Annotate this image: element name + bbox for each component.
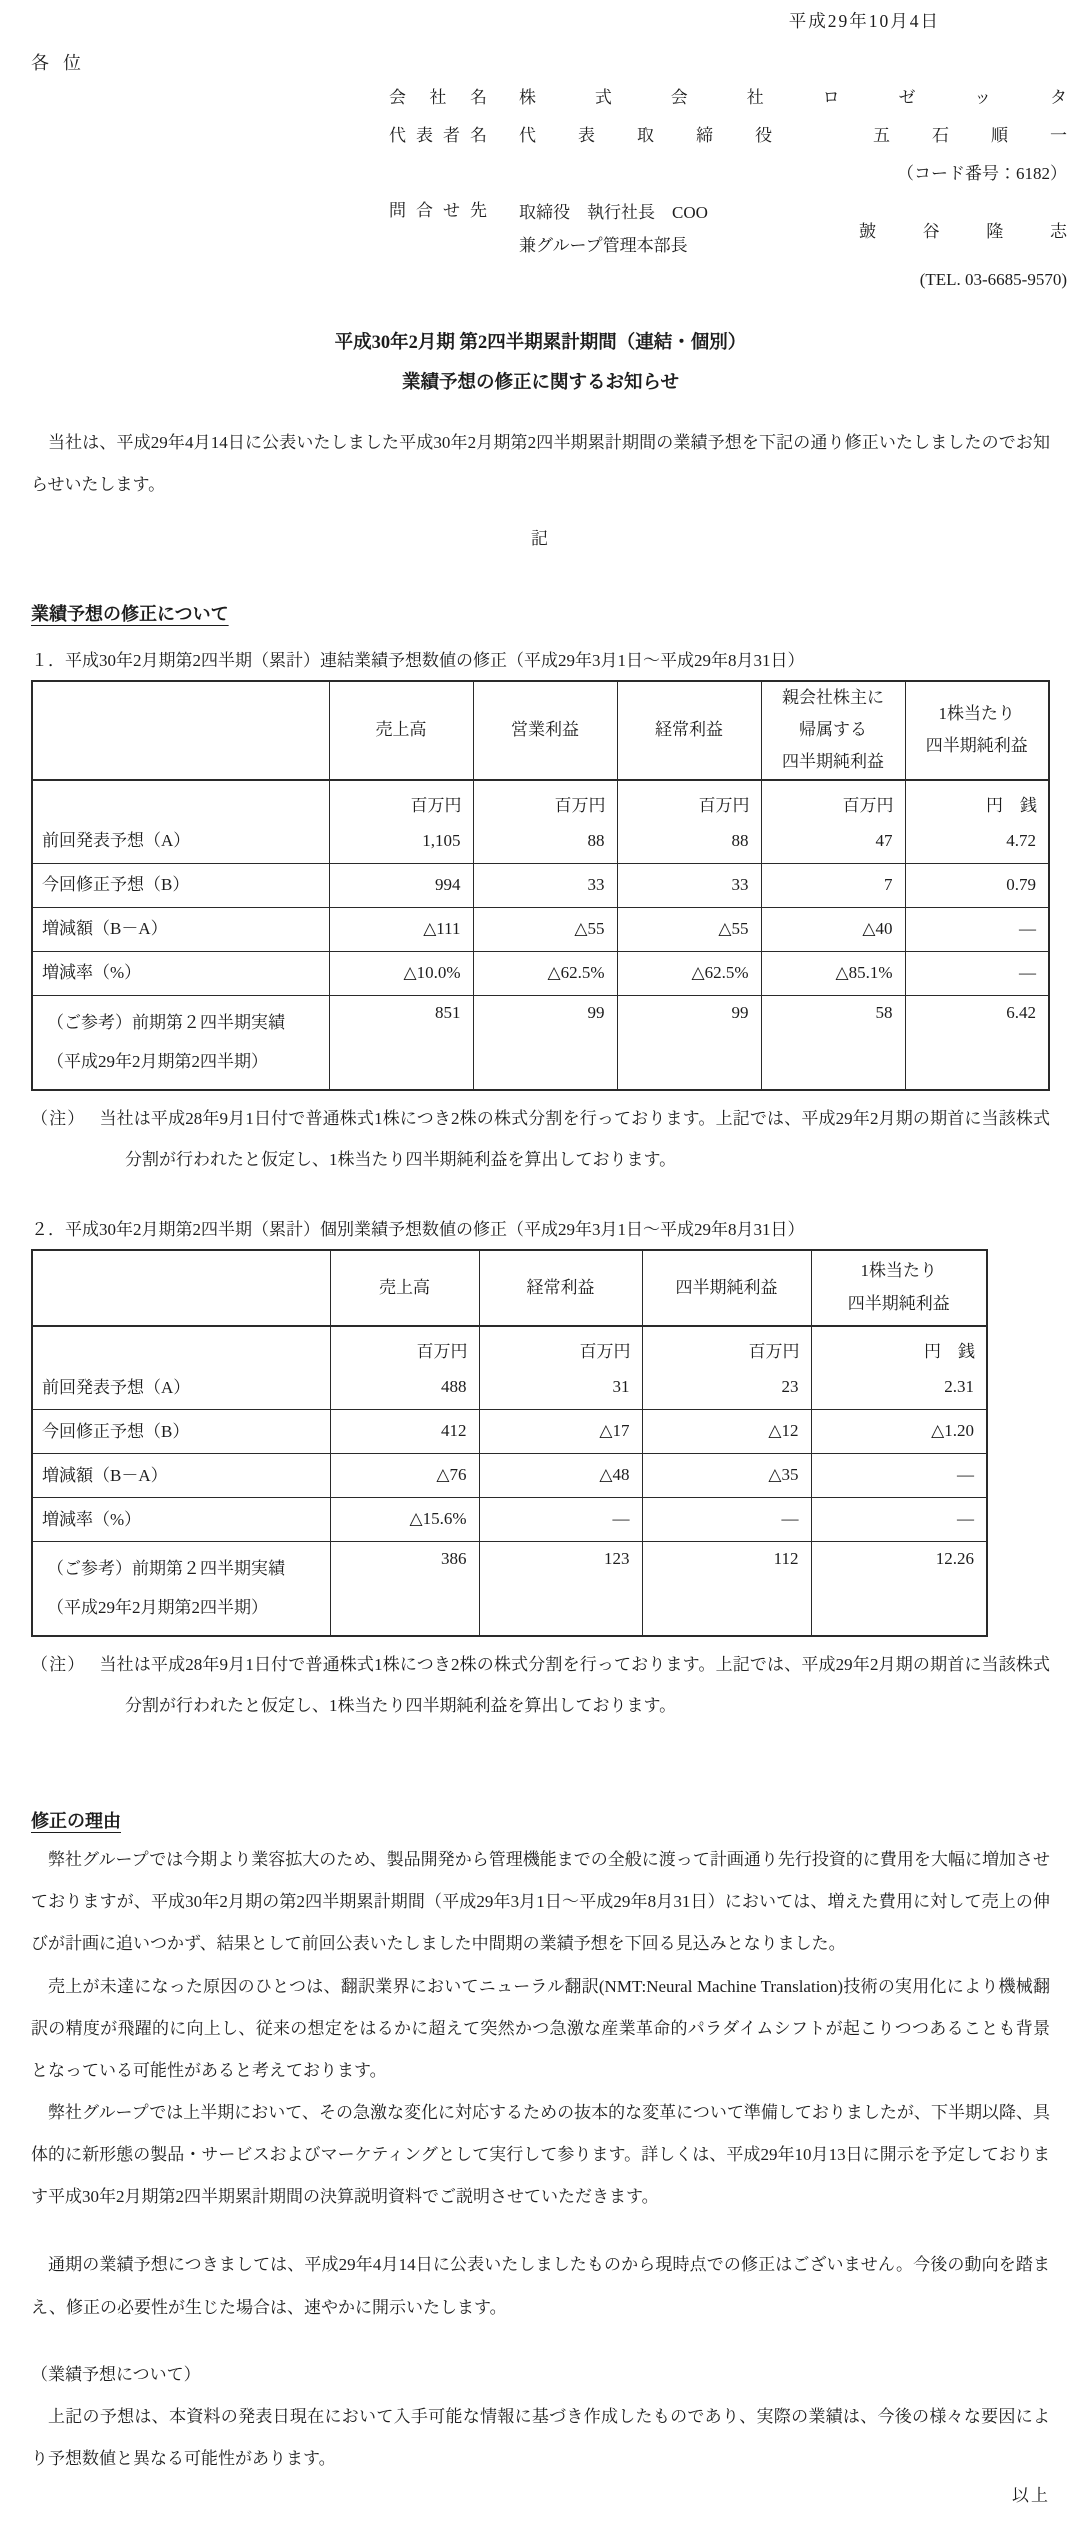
column-header — [32, 1250, 330, 1326]
value-cell: 123 — [479, 1541, 642, 1636]
value-cell: △55 — [473, 907, 617, 951]
unit-cell: 円 銭 — [905, 780, 1049, 820]
value-cell: 47 — [761, 820, 905, 864]
value-cell: △111 — [329, 907, 473, 951]
column-header: 親会社株主に 帰属する 四半期純利益 — [761, 681, 905, 780]
contact-title-line1: 取締役 執行社長 COO — [519, 203, 708, 222]
closing-mark: 以上 — [1012, 2485, 1050, 2505]
representative-label: 代表者名 — [389, 126, 487, 145]
value-cell: 88 — [617, 820, 761, 864]
value-cell: ― — [811, 1497, 987, 1541]
value-cell: ― — [642, 1497, 811, 1541]
value-cell: ― — [811, 1453, 987, 1497]
revision-section-heading: 業績予想の修正について — [31, 603, 229, 624]
units-row — [32, 1326, 987, 1366]
table-row — [32, 863, 1049, 907]
table-row — [32, 1366, 987, 1410]
table-row — [32, 1541, 987, 1636]
unit-cell: 百万円 — [761, 780, 905, 820]
table-header-row — [32, 681, 1049, 780]
value-cell: △55 — [617, 907, 761, 951]
row-label: （ご参考）前期第２四半期実績 （平成29年2月期第2四半期） — [32, 1541, 330, 1636]
column-header: 売上高 — [330, 1250, 479, 1326]
individual-table-caption: ２．平成30年2月期第2四半期（累計）個別業績予想数値の修正（平成29年3月1日～平成29年8月31日） — [31, 1219, 805, 1239]
row-label: 増減額（B－A） — [32, 1453, 330, 1497]
value-cell: 7 — [761, 863, 905, 907]
unit-cell — [32, 780, 329, 820]
value-cell: 88 — [473, 820, 617, 864]
ki-marker: 記 — [531, 528, 550, 548]
table-row — [32, 951, 1049, 995]
document-title-line1: 平成30年2月期 第2四半期累計期間（連結・個別） — [334, 333, 747, 354]
contact-row — [389, 196, 1067, 262]
column-header: 1株当たり 四半期純利益 — [905, 681, 1049, 780]
value-cell: ― — [479, 1497, 642, 1541]
value-cell: ― — [905, 907, 1049, 951]
stock-code: （コード番号：6182） — [897, 164, 1067, 183]
row-label: 増減率（%） — [32, 1497, 330, 1541]
value-cell: 412 — [330, 1409, 479, 1453]
table-row — [32, 1409, 987, 1453]
value-cell: 994 — [329, 863, 473, 907]
value-cell: △76 — [330, 1453, 479, 1497]
company-info-block — [389, 83, 1067, 290]
contact-title-line2: 兼グループ管理本部長 — [519, 236, 688, 256]
company-name-label: 会社名 — [389, 88, 487, 107]
value-cell: △10.0% — [329, 951, 473, 995]
value-cell: △12 — [642, 1409, 811, 1453]
value-cell: △85.1% — [761, 951, 905, 995]
value-cell: 33 — [473, 863, 617, 907]
row-label: 今回修正予想（B） — [32, 863, 329, 907]
reason-body — [31, 1839, 1050, 2480]
value-cell: △1.20 — [811, 1409, 987, 1453]
representative-value: 代表取締役 五石順一 — [519, 126, 1067, 145]
value-cell: △17 — [479, 1409, 642, 1453]
intro-paragraph: 当社は、平成29年4月14日に公表いたしました平成30年2月期第2四半期累計期間の業績予想を下記の通り修正いたしましたのでお知らせいたします。 — [31, 432, 1050, 495]
table-row — [32, 995, 1049, 1090]
table-row — [32, 907, 1049, 951]
unit-cell: 百万円 — [330, 1326, 479, 1366]
row-label: 前回発表予想（A） — [32, 820, 329, 864]
value-cell: 2.31 — [811, 1366, 987, 1410]
reason-section-heading: 修正の理由 — [31, 1811, 121, 1832]
consolidated-forecast-table — [31, 680, 1050, 1091]
contact-label: 問合せ先 — [389, 201, 487, 220]
unit-cell: 百万円 — [473, 780, 617, 820]
value-cell: 4.72 — [905, 820, 1049, 864]
document-date: 平成29年10月4日 — [788, 11, 940, 31]
row-label: 増減額（B－A） — [32, 907, 329, 951]
unit-cell — [32, 1326, 330, 1366]
reason-paragraph-3: 弊社グループでは上半期において、その急激な変化に対応するための抜本的な変革について準備しておりましたが、下半期以降、具体的に新形態の製品・サービスおよびマーケティングとして実行して参ります。詳しくは、平成29年10月13日に開示を予定しております平成30年2月期第2四半期累計期間の決算説明資料でご説明させていただきます。 — [31, 2103, 1051, 2207]
row-label: （ご参考）前期第２四半期実績 （平成29年2月期第2四半期） — [32, 995, 329, 1090]
note-label: （注） — [31, 1654, 86, 1674]
forecast-note-label: （業績予想について） — [31, 2364, 201, 2384]
column-header: 売上高 — [329, 681, 473, 780]
unit-cell: 百万円 — [479, 1326, 642, 1366]
value-cell: △40 — [761, 907, 905, 951]
forecast-note-paragraph: 上記の予想は、本資料の発表日現在において入手可能な情報に基づき作成したものであり、実際の業績は、今後の様々な要因により予想数値と異なる可能性があります。 — [31, 2406, 1050, 2468]
value-cell: ― — [905, 951, 1049, 995]
salutation: 各位 — [31, 53, 95, 73]
value-cell: △48 — [479, 1453, 642, 1497]
value-cell: 99 — [473, 995, 617, 1090]
column-header — [32, 681, 329, 780]
value-cell: 12.26 — [811, 1541, 987, 1636]
value-cell: 1,105 — [329, 820, 473, 864]
value-cell: △15.6% — [330, 1497, 479, 1541]
row-label: 前回発表予想（A） — [32, 1366, 330, 1410]
value-cell: 99 — [617, 995, 761, 1090]
value-cell: 58 — [761, 995, 905, 1090]
unit-cell: 百万円 — [329, 780, 473, 820]
table-header-row — [32, 1250, 987, 1326]
table-row — [32, 820, 1049, 864]
company-name-value: 株式会社ロゼッタ — [519, 88, 1067, 107]
company-name-row — [389, 83, 1067, 108]
value-cell: 488 — [330, 1366, 479, 1410]
value-cell: △35 — [642, 1453, 811, 1497]
reason-paragraph-1: 弊社グループでは今期より業容拡大のため、製品開発から管理機能までの全般に渡って計画通り先行投資的に費用を大幅に増加させておりますが、平成30年2月期の第2四半期累計期間（平成29年3月1日～平成29年8月31日）においては、増えた費用に対して売上の伸びが計画に追いつかず、結果として前回公表いたしました中間期の業績予想を下回る見込みとなりました。 — [31, 1850, 1050, 1954]
reason-paragraph-2: 売上が未達になった原因のひとつは、翻訳業界においてニューラル翻訳(NMT:Neural Machine Translation)技術の実用化により機械翻訳の精度が飛躍的に向上し、従来の想定をはるかに超えて突然かつ急激な産業革命的パラダイムシフトが起こりつつあることも背景となっている可能性があると考えております。 — [31, 1976, 1050, 2080]
note-text: 当社は平成28年9月1日付で普通株式1株につき2株の株式分割を行っております。上記では、平成29年2月期の期首に当該株式分割が行われたと仮定し、1株当たり四半期純利益を算出しております。 — [99, 1654, 1050, 1716]
column-header: 経常利益 — [617, 681, 761, 780]
row-label: 今回修正予想（B） — [32, 1409, 330, 1453]
column-header: 四半期純利益 — [642, 1250, 811, 1326]
unit-cell: 円 銭 — [811, 1326, 987, 1366]
contact-tel: (TEL. 03-6685-9570) — [919, 270, 1067, 290]
column-header: 経常利益 — [479, 1250, 642, 1326]
value-cell: 0.79 — [905, 863, 1049, 907]
value-cell: 31 — [479, 1366, 642, 1410]
full-year-forecast-paragraph: 通期の業績予想につきましては、平成29年4月14日に公表いたしましたものから現時点での修正はございません。今後の動向を踏まえ、修正の必要性が生じた場合は、速やかに開示いたします。 — [31, 2255, 1050, 2317]
unit-cell: 百万円 — [617, 780, 761, 820]
value-cell: 33 — [617, 863, 761, 907]
representative-row — [389, 121, 1067, 146]
individual-forecast-table — [31, 1249, 988, 1637]
consolidated-table-caption: １．平成30年2月期第2四半期（累計）連結業績予想数値の修正（平成29年3月1日～平成29年8月31日） — [31, 650, 805, 670]
note-label: （注） — [31, 1108, 86, 1128]
column-header: 1株当たり 四半期純利益 — [811, 1250, 987, 1326]
column-header: 営業利益 — [473, 681, 617, 780]
table-row — [32, 1497, 987, 1541]
unit-cell: 百万円 — [642, 1326, 811, 1366]
note-text: 当社は平成28年9月1日付で普通株式1株につき2株の株式分割を行っております。上記では、平成29年2月期の期首に当該株式分割が行われたと仮定し、1株当たり四半期純利益を算出しております。 — [99, 1108, 1050, 1170]
value-cell: 23 — [642, 1366, 811, 1410]
document-title-line2: 業績予想の修正に関するお知らせ — [402, 373, 679, 394]
value-cell: 851 — [329, 995, 473, 1090]
value-cell: 112 — [642, 1541, 811, 1636]
row-label: 増減率（%） — [32, 951, 329, 995]
value-cell: 6.42 — [905, 995, 1049, 1090]
table-row — [32, 1453, 987, 1497]
value-cell: △62.5% — [473, 951, 617, 995]
units-row — [32, 780, 1049, 820]
consolidated-table-note — [31, 1098, 1050, 1181]
value-cell: △62.5% — [617, 951, 761, 995]
document-title — [31, 324, 1050, 404]
individual-table-note — [31, 1644, 1050, 1727]
contact-name: 皷谷隆志 — [859, 221, 1067, 241]
value-cell: 386 — [330, 1541, 479, 1636]
contact-titles — [519, 196, 819, 262]
